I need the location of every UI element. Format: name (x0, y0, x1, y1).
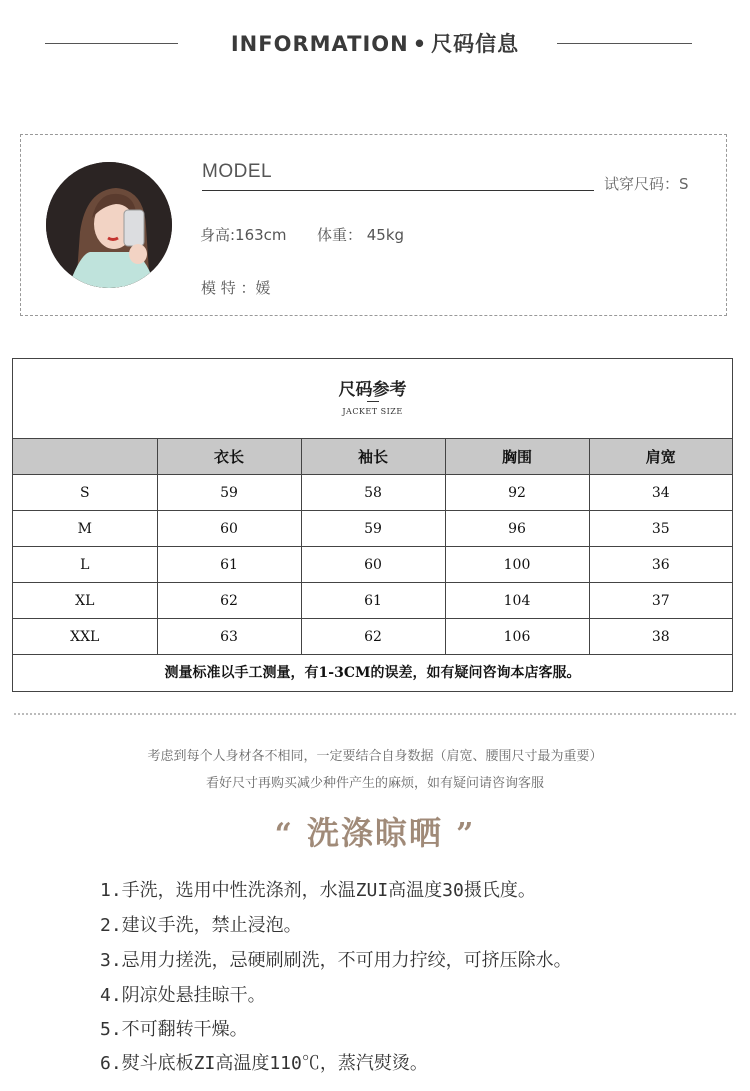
care-item-1: 1.手洗，选用中性洗涤剂，水温ZUI高温度30摄氏度。 (100, 880, 536, 901)
value-cell: 62 (301, 619, 445, 655)
table-row (13, 583, 732, 619)
value-cell: 61 (301, 583, 445, 619)
size-chart-subtitle: JACKET SIZE (342, 407, 403, 416)
value-cell: 106 (445, 619, 589, 655)
size-cell: L (13, 547, 157, 583)
title-en: INFORMATION (230, 32, 409, 56)
model-info-card (20, 134, 727, 316)
size-chart (12, 358, 733, 692)
header-cell: 肩宽 (589, 439, 732, 475)
page-title (0, 28, 750, 58)
value-cell: 92 (445, 475, 589, 511)
value-cell: 62 (157, 583, 301, 619)
size-tip-line-1: 考虑到每个人身材各不相同，一定要结合自身数据（肩宽、腰围尺寸最为重要） (147, 749, 603, 764)
table-row (13, 619, 732, 655)
table-row (13, 511, 732, 547)
header-cell: 胸围 (445, 439, 589, 475)
value-cell: 96 (445, 511, 589, 547)
size-cell: M (13, 511, 157, 547)
open-quote: “ (274, 817, 294, 852)
size-grid (13, 438, 732, 655)
size-chart-title-dash (367, 401, 379, 402)
care-item-4: 4.阴凉处悬挂晾干。 (100, 985, 266, 1006)
value-cell: 60 (301, 547, 445, 583)
value-cell: 59 (157, 475, 301, 511)
model-name: 模 特 ：媛 (201, 279, 271, 297)
size-cell: XXL (13, 619, 157, 655)
value-cell: 61 (157, 547, 301, 583)
wash-title-text: 洗涤晾晒 (306, 814, 443, 852)
value-cell: 35 (589, 511, 732, 547)
model-label: MODEL (202, 161, 273, 182)
value-cell: 37 (589, 583, 732, 619)
model-avatar (46, 162, 172, 288)
care-item-5: 5.不可翻转干燥。 (100, 1019, 248, 1040)
value-cell: 60 (157, 511, 301, 547)
header-cell (13, 439, 157, 475)
model-weight: 体重： 45kg (317, 226, 405, 244)
care-item-6: 6.熨斗底板ZI高温度110℃，蒸汽熨烫。 (100, 1053, 428, 1074)
value-cell: 38 (589, 619, 732, 655)
value-cell: 63 (157, 619, 301, 655)
size-chart-note: 测量标准以手工测量，有1-3CM的误差，如有疑问咨询本店客服。 (13, 654, 732, 691)
try-size: 试穿尺码：S (604, 175, 689, 193)
header-cell: 衣长 (157, 439, 301, 475)
size-chart-title: 尺码参考 (338, 380, 407, 400)
care-item-3: 3.忌用力搓洗，忌硬刷刷洗，不可用力拧绞，可挤压除水。 (100, 950, 572, 971)
size-header-row (13, 439, 732, 475)
value-cell: 34 (589, 475, 732, 511)
size-cell: S (13, 475, 157, 511)
model-underline (202, 190, 594, 191)
title-separator: • (412, 32, 428, 56)
value-cell: 58 (301, 475, 445, 511)
header-cell: 袖长 (301, 439, 445, 475)
wash-section-title (0, 808, 750, 854)
value-cell: 59 (301, 511, 445, 547)
table-row (13, 475, 732, 511)
size-cell: XL (13, 583, 157, 619)
care-item-2: 2.建议手洗，禁止浸泡。 (100, 915, 302, 936)
model-height: 身高:163cm (200, 226, 287, 244)
value-cell: 100 (445, 547, 589, 583)
close-quote: ” (456, 817, 476, 852)
model-photo-illustration (46, 162, 172, 288)
table-row (13, 547, 732, 583)
value-cell: 36 (589, 547, 732, 583)
title-cn: 尺码信息 (431, 32, 520, 56)
size-tip-line-2: 看好尺寸再购买减少种件产生的麻烦，如有疑问请咨询客服 (205, 776, 544, 791)
dotted-divider (14, 713, 736, 715)
value-cell: 104 (445, 583, 589, 619)
